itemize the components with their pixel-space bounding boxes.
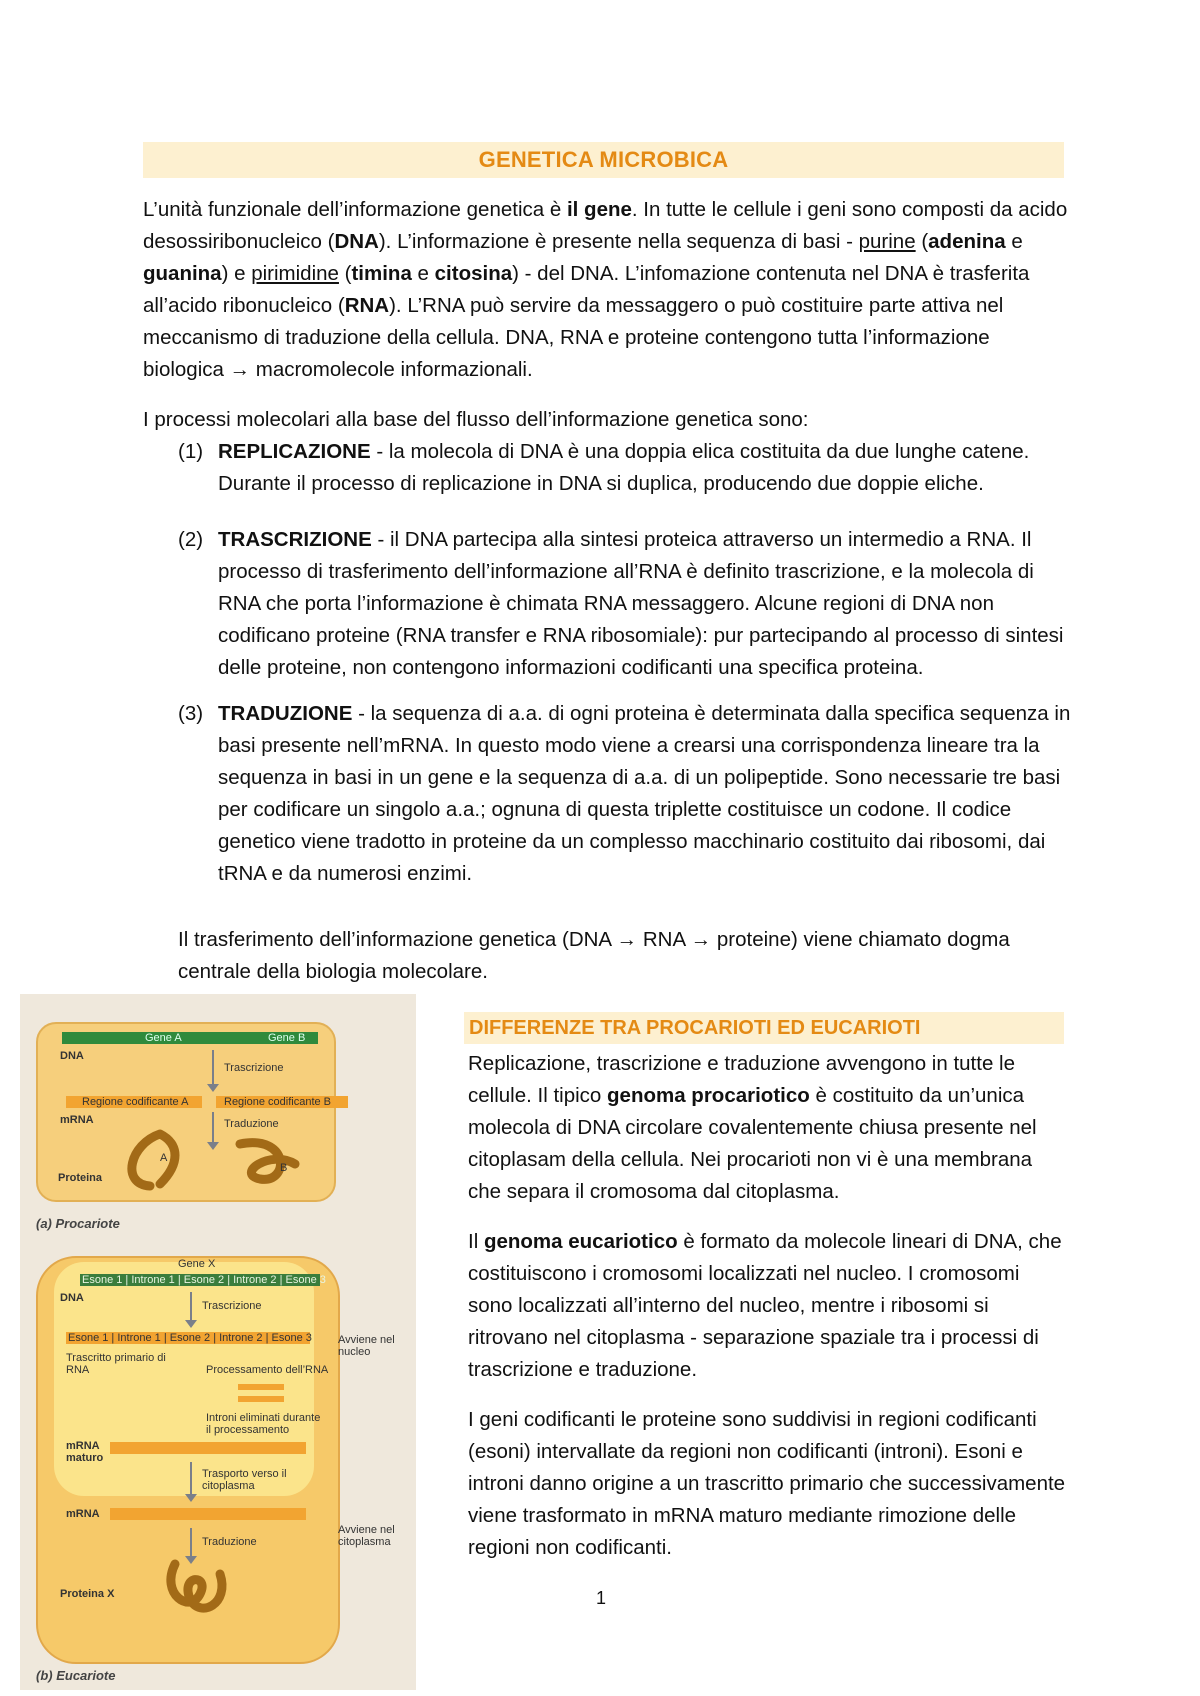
section-subtitle: DIFFERENZE TRA PROCARIOTI ED EUCARIOTI <box>469 1016 921 1039</box>
list-item-number: (2) <box>178 528 204 551</box>
intro-run: ( <box>915 230 929 253</box>
intro-run: ) e <box>221 262 252 285</box>
list-item-number: (1) <box>178 440 204 463</box>
page-title: GENETICA MICROBICA <box>478 147 729 172</box>
transcription-arrow-a <box>212 1050 214 1086</box>
list-item-heading: TRADUZIONE <box>218 702 353 725</box>
intro-run: timina <box>351 262 412 285</box>
region-b-label: Regione codificante B <box>224 1096 332 1108</box>
intro-run: pirimidine <box>251 262 339 285</box>
prokaryote-paragraph <box>468 1048 1068 1208</box>
eukaryote-paragraph <box>468 1226 1068 1386</box>
list-item-text: - la molecola di DNA è una doppia elica costituita da due lunghe catene. Durante il processo di replicazione in DNA si duplica, producendo due doppie eliche. <box>218 440 1030 495</box>
transcription-label-a: Trascrizione <box>224 1062 284 1074</box>
intro-paragraph <box>143 194 1068 386</box>
caption-b: (b) Eucariote <box>36 1668 116 1683</box>
list-item-heading: TRASCRIZIONE <box>218 528 372 551</box>
list-item-number: (3) <box>178 702 204 725</box>
protein-shapes-a <box>120 1124 330 1194</box>
intron-bar-1 <box>238 1384 284 1390</box>
intron-bar-2 <box>238 1396 284 1402</box>
translation-label-b: Traduzione <box>202 1536 257 1548</box>
process-list-item <box>178 436 1078 500</box>
mrna-label-a: mRNA <box>60 1114 94 1126</box>
eukaryote-run: è formato da molecole lineari di DNA, che costituiscono i cromosomi localizzati nel nucleo. I cromosomi sono localizzati all’interno del nucleo, mentre i ribosomi si ritrovano nel citoplasma - separazione spaziale tra i processi di trascrizione e traduzione. <box>468 1230 1062 1381</box>
protein-x-shape <box>160 1554 240 1624</box>
dna-label-b: DNA <box>60 1292 84 1304</box>
rna-segments-b: Esone 1 | Introne 1 | Esone 2 | Introne 2 | Esone 3 <box>68 1332 312 1344</box>
intro-run: ( <box>338 262 352 285</box>
protein-x-label: Proteina X <box>60 1588 115 1600</box>
protein-a-label: A <box>160 1152 168 1164</box>
gene-x-label: Gene X <box>178 1258 216 1270</box>
intro-run: citosina <box>434 262 513 285</box>
mature-mrna-bar <box>110 1442 306 1454</box>
intro-run: RNA <box>344 294 390 317</box>
list-item-text: - il DNA partecipa alla sintesi proteica attraverso un intermedio a RNA. Il processo di trasferimento dell’informazione all’RNA è definito trascrizione, e la molecola di RNA che porta l’informazione è chimata RNA messaggero. Alcune regioni di DNA non codificano proteine (RNA transfer e RNA ribosomiale): pur partecipando al processo di sintesi delle proteine, non contengono informazioni codificanti una specifica proteina. <box>218 528 1064 679</box>
transcription-label-b: Trascrizione <box>202 1300 262 1312</box>
intro-run: DNA <box>334 230 379 253</box>
cytoplasm-note: Avviene nel citoplasma <box>338 1524 395 1548</box>
page-number: 1 <box>596 1588 607 1608</box>
list-item-heading: REPLICAZIONE <box>218 440 371 463</box>
dna-label-a: DNA <box>60 1050 84 1062</box>
intro-run: e <box>1005 230 1023 253</box>
eukaryote-run: Il <box>468 1230 484 1253</box>
intro-run: ) - del DNA. L’infomazione contenuta nel DNA è trasferita all’acido ribonucleico ( <box>143 262 1030 317</box>
process-list-item <box>178 524 1078 684</box>
primary-transcript-label: Trascritto primario di RNA <box>66 1352 166 1376</box>
processing-label: Processamento dell’RNA <box>206 1364 329 1376</box>
intro-run: L’unità funzionale dell’informazione genetica è <box>143 198 567 221</box>
central-dogma-paragraph: Il trasferimento dell’informazione genetica (DNA → RNA → proteine) viene chiamato dogma centrale della biologia molecolare. <box>178 928 1010 983</box>
intro-run: purine <box>858 230 916 253</box>
mature-mrna-label: mRNA maturo <box>66 1440 104 1464</box>
exons-introns-paragraph: I geni codificanti le proteine sono suddivisi in regioni codificanti (esoni) intervallate da regioni non codificanti (introni). Esoni e introni danno origine a un trascritto primario che successivamente viene trasformato in mRNA maturo mediante rimozione delle regioni non codificanti. <box>468 1408 1066 1559</box>
transport-arrow <box>190 1462 192 1496</box>
transport-label: Trasporto verso il citoplasma <box>202 1468 287 1492</box>
protein-label-a: Proteina <box>58 1172 103 1184</box>
gene-expression-figure <box>20 994 416 1690</box>
intro-run: ). L’RNA può servire da messaggero o può costituire parte attiva nel meccanismo di traduzione della cellula. DNA, RNA e proteine contengono tutta l’informazione biologica → macromolecole informazionali. <box>143 294 1004 381</box>
eukaryote-run: genoma eucariotico <box>483 1230 678 1253</box>
intro-run: . In tutte le cellule i geni sono composti da acido desossiribonucleico ( <box>143 198 1068 253</box>
intro-run: guanina <box>143 262 222 285</box>
gene-a-label: Gene A <box>145 1032 182 1044</box>
transcription-arrow-b <box>190 1292 192 1322</box>
nucleus-note: Avviene nel nucleo <box>338 1334 395 1358</box>
gene-b-label: Gene B <box>268 1032 306 1044</box>
protein-b-label: B <box>280 1162 288 1174</box>
caption-a: (a) Procariote <box>36 1216 120 1231</box>
list-item-text: - la sequenza di a.a. di ogni proteina è determinata dalla specifica sequenza in basi presente nell’mRNA. In questo modo viene a crearsi una corrispondenza lineare tra la sequenza in basi in un gene e la sequenza di a.a. di un polipeptide. Sono necessarie tre basi per codificare un singolo a.a.; ognuna di questa triplette costituisce un codone. Il codice genetico viene tradotto in proteine da un complesso macchinario costituito dai ribosomi, dai tRNA e da numerosi enzimi. <box>218 702 1071 885</box>
prokaryote-run: genoma procariotico <box>607 1084 810 1107</box>
translation-label-a: Traduzione <box>224 1118 279 1130</box>
region-a-label: Regione codificante A <box>82 1096 189 1108</box>
processes-intro: I processi molecolari alla base del flusso dell’informazione genetica sono: <box>143 408 809 431</box>
intro-run: e <box>411 262 435 285</box>
subtitle-band <box>464 1012 1064 1044</box>
mrna-bar-b <box>110 1508 306 1520</box>
intro-run: adenina <box>928 230 1006 253</box>
title-band <box>143 142 1064 178</box>
mrna-label-b: mRNA <box>66 1508 100 1520</box>
prokaryote-run: Replicazione, trascrizione e traduzione avvengono in tutte le cellule. Il tipico <box>468 1052 1015 1107</box>
introns-removed-label: Introni eliminati durante il processamento <box>206 1412 321 1436</box>
dna-segments-b: Esone 1 | Introne 1 | Esone 2 | Introne 2 | Esone 3 <box>82 1274 326 1286</box>
process-list-item <box>178 698 1078 890</box>
prokaryote-run: è costituito da un’unica molecola di DNA circolare covalentemente chiusa presente nel citoplasam della cellula. Nei procarioti non vi è una membrana che separa il cromosoma dal citoplasma. <box>468 1084 1037 1203</box>
intro-run: il gene <box>566 198 632 221</box>
intro-run: ). L’informazione è presente nella sequenza di basi - <box>378 230 859 253</box>
